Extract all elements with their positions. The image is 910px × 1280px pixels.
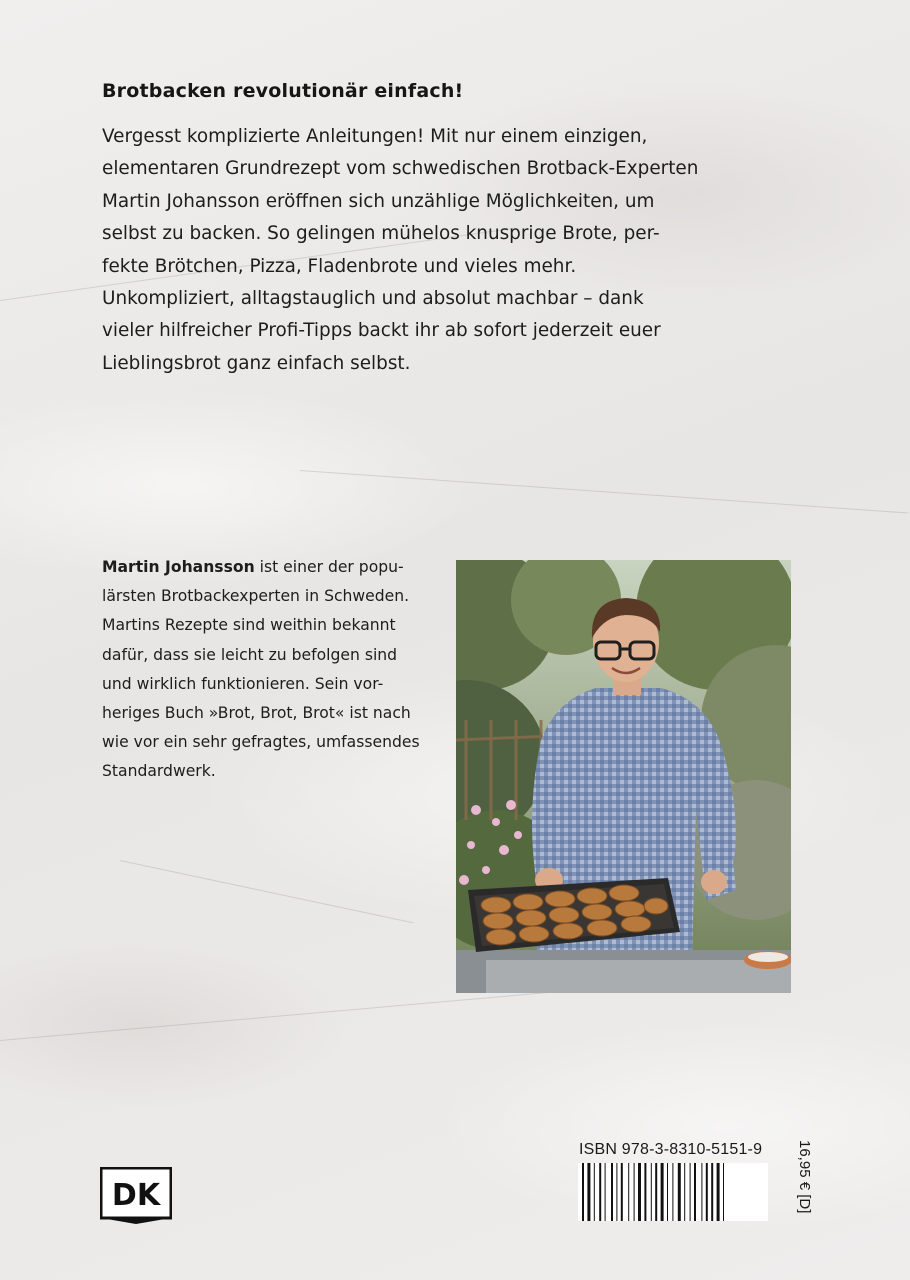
author-name: Martin Johansson [102,558,255,576]
barcode-bar [667,1163,668,1221]
bio-line: heriges Buch »Brot, Brot, Brot« ist nach [102,704,411,723]
barcode-bars [578,1163,768,1221]
barcode-bar [661,1163,664,1221]
headline: Brotbacken revolutionär einfach! [102,80,464,102]
blurb-text [102,121,742,380]
barcode-bar [587,1163,590,1221]
author-bio [102,553,437,787]
blurb-line: elementaren Grundrezept vom schwedischen Brotback-Experten [102,158,699,180]
barcode-bar [621,1163,623,1221]
bio-line: und wirklich funktionieren. Sein vor- [102,674,384,693]
blurb-line: Lieblingsbrot ganz einfach selbst. [102,352,411,374]
barcode-icon [578,1163,768,1221]
barcode-bar [678,1163,681,1221]
bio-line: Standardwerk. [102,762,216,781]
barcode-bar [638,1163,641,1221]
marble-vein [300,470,909,514]
bio-line: Martins Rezepte sind weithin bekannt [102,616,396,635]
barcode-bar [628,1163,629,1221]
barcode-bar [594,1163,595,1221]
bio-line: dafür, dass sie leicht zu befolgen sind [102,645,398,664]
bio-line: lärsten Brotbackexperten in Schweden. [102,587,410,606]
author-photo-illustration [456,560,791,993]
barcode-bar [723,1163,724,1221]
barcode-bar [644,1163,646,1221]
barcode-bar [701,1163,702,1221]
barcode-bar [582,1163,584,1221]
barcode-bar [651,1163,652,1221]
price-text: 16,95 € [D] [796,1140,813,1214]
bio-line: wie vor ein sehr gefragtes, umfassendes [102,733,420,752]
barcode-bar [655,1163,657,1221]
bio-line [102,553,437,582]
blurb-line: Martin Johansson eröffnen sich unzählige Möglichkeiten, um [102,190,655,212]
barcode-bar [611,1163,613,1221]
barcode-bar [684,1163,685,1221]
blurb-line: Unkompliziert, alltagstauglich und absolut machbar – dank [102,288,644,310]
barcode-bar [616,1163,617,1221]
blurb-line: selbst zu backen. So gelingen mühelos knusprige Brote, per- [102,223,660,245]
barcode-bar [672,1163,673,1221]
author-photo [456,560,791,993]
barcode-bar [717,1163,720,1221]
dk-logo-text: DK [111,1178,161,1213]
blurb-line: Vergesst komplizierte Anleitungen! Mit nur einem einzigen, [102,126,648,147]
barcode-bar [605,1163,606,1221]
isbn-text: ISBN 978-3-8310-5151-9 [579,1141,763,1158]
barcode-bar [690,1163,691,1221]
dk-logo-icon [100,1167,172,1225]
barcode-bar [706,1163,708,1221]
barcode-bar [599,1163,601,1221]
marble-vein [120,860,414,923]
bio-first-line-rest: ist einer der popu- [254,558,404,576]
barcode-bar [634,1163,635,1221]
blurb-line: vieler hilfreicher Profi-Tipps backt ihr ab sofort jederzeit euer [102,320,661,342]
blurb-line: fekte Brötchen, Pizza, Fladenbrote und vieles mehr. [102,255,577,277]
barcode-bar [694,1163,696,1221]
barcode-bar [711,1163,713,1221]
